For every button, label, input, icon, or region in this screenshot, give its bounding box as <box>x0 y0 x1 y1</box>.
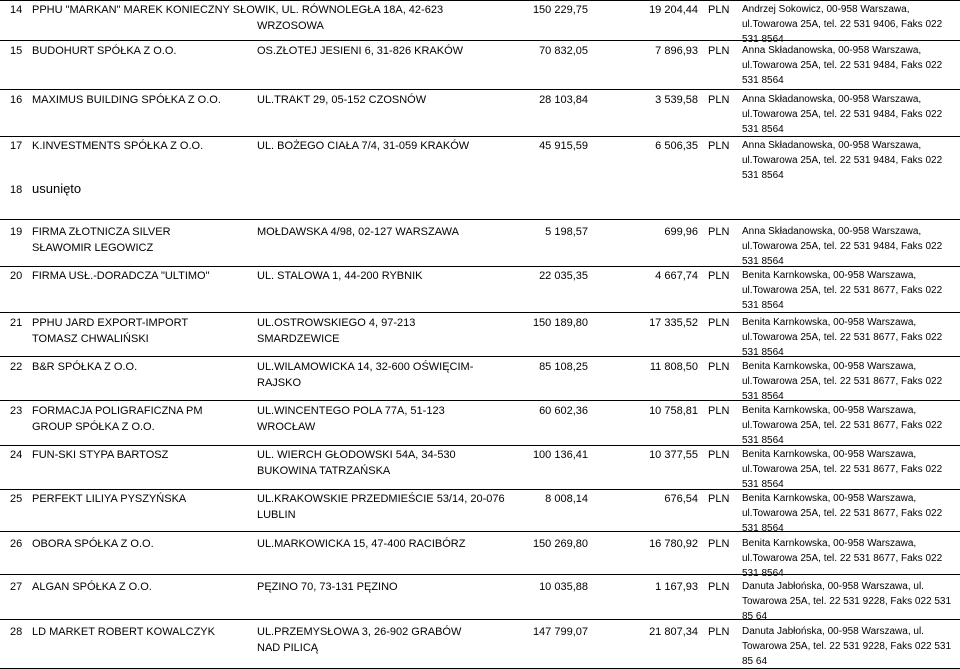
row-company-name: PERFEKT LILIYA PYSZYŃSKA <box>32 493 187 505</box>
row-address: UL. BOŻEGO CIAŁA 7/4, 31-059 KRAKÓW <box>257 140 470 152</box>
row-agent-contact: Benita Karnkowska, 00-958 Warszawa, ul.Towarowa 25A, tel. 22 531 8677, Faks 022 531 8564 <box>742 493 943 534</box>
row-agent-contact: Danuta Jabłońska, 00-958 Warszawa, ul. Towarowa 25A, tel. 22 531 9228, Faks 022 531 85 64 <box>742 581 952 622</box>
row-amount-total: 70 832,05 <box>539 45 588 57</box>
row-address: UL. WIERCH GŁODOWSKI 54A, 34-530 BUKOWINA TATRZAŃSKA <box>257 449 456 477</box>
row-amount-interest: 7 896,93 <box>655 45 698 57</box>
row-amount-total: 28 103,84 <box>539 94 588 106</box>
row-amount-interest: 21 807,34 <box>649 626 698 638</box>
table-row <box>0 359 960 400</box>
row-divider <box>0 219 960 220</box>
row-currency: PLN <box>708 581 730 593</box>
row-number: 26 <box>10 538 23 550</box>
row-address: UL.WINCENTEGO POLA 77A, 51-123 WROCŁAW <box>257 405 445 433</box>
row-amount-interest: 10 377,55 <box>649 449 698 461</box>
row-currency: PLN <box>708 4 730 16</box>
table-row <box>0 92 960 136</box>
row-address: UL.PRZEMYSŁOWA 3, 26-902 GRABÓW NAD PILICĄ <box>257 626 462 654</box>
row-address: UL.KRAKOWSKIE PRZEDMIEŚCIE 53/14, 20-076 LUBLIN <box>257 493 505 521</box>
row-agent-contact: Benita Karnkowska, 00-958 Warszawa, ul.Towarowa 25A, tel. 22 531 8677, Faks 022 531 8564 <box>742 317 943 358</box>
row-address: OS.ZŁOTEJ JESIENI 6, 31-826 KRAKÓW <box>257 45 464 57</box>
row-amount-interest: 1 167,93 <box>655 581 698 593</box>
row-amount-total: 45 915,59 <box>539 140 588 152</box>
table-row <box>0 138 960 181</box>
row-number: 18 <box>10 184 23 196</box>
row-amount-total: 10 035,88 <box>539 581 588 593</box>
row-company-name: K.INVESTMENTS SPÓŁKA Z O.O. <box>32 140 204 152</box>
table-row <box>0 403 960 445</box>
row-agent-contact: Anna Składanowska, 00-958 Warszawa, ul.Towarowa 25A, tel. 22 531 9484, Faks 022 531 8564 <box>742 94 943 135</box>
row-number: 20 <box>10 270 23 282</box>
row-company-name: B&R SPÓŁKA Z O.O. <box>32 361 138 373</box>
row-agent-contact: Benita Karnkowska, 00-958 Warszawa, ul.Towarowa 25A, tel. 22 531 8677, Faks 022 531 8564 <box>742 449 943 490</box>
table-row <box>0 579 960 622</box>
row-currency: PLN <box>708 226 730 238</box>
row-address: UL.WILAMOWICKA 14, 32-600 OŚWIĘCIM-RAJSKO <box>257 361 474 389</box>
row-currency: PLN <box>708 626 730 638</box>
row-address: UL. STALOWA 1, 44-200 RYBNIK <box>257 270 423 282</box>
row-currency: PLN <box>708 405 730 417</box>
row-amount-interest: 4 667,74 <box>655 270 698 282</box>
row-number: 25 <box>10 493 23 505</box>
row-agent-contact: Danuta Jabłońska, 00-958 Warszawa, ul. Towarowa 25A, tel. 22 531 9228, Faks 022 531 85 64 <box>742 626 952 667</box>
row-amount-interest: 11 808,50 <box>649 361 698 373</box>
table-row <box>0 268 960 312</box>
row-number: 21 <box>10 317 23 329</box>
row-amount-total: 100 136,41 <box>532 449 588 461</box>
table-row <box>0 447 960 489</box>
row-number: 14 <box>10 4 23 16</box>
row-agent-contact: Benita Karnkowska, 00-958 Warszawa, ul.Towarowa 25A, tel. 22 531 8677, Faks 022 531 8564 <box>742 270 943 311</box>
table-row <box>0 180 960 216</box>
table-row <box>0 2 960 45</box>
row-amount-total: 150 189,80 <box>532 317 588 329</box>
row-amount-interest: 10 758,81 <box>649 405 698 417</box>
row-company-name: FIRMA ZŁOTNICZA SILVER SŁAWOMIR LEGOWICZ <box>32 226 171 254</box>
row-amount-interest: 17 335,52 <box>649 317 698 329</box>
row-company-name: BUDOHURT SPÓŁKA Z O.O. <box>32 45 177 57</box>
row-company-name: PPHU JARD EXPORT-IMPORT TOMASZ CHWALIŃSKI <box>32 317 188 345</box>
row-number: 23 <box>10 405 23 417</box>
table-row <box>0 624 960 668</box>
row-amount-total: 5 198,57 <box>545 226 588 238</box>
row-divider <box>0 0 960 1</box>
row-agent-contact: Anna Składanowska, 00-958 Warszawa, ul.Towarowa 25A, tel. 22 531 9484, Faks 022 531 8564 <box>742 45 943 86</box>
row-amount-interest: 699,96 <box>664 226 698 238</box>
row-currency: PLN <box>708 449 730 461</box>
row-agent-contact: Anna Składanowska, 00-958 Warszawa, ul.Towarowa 25A, tel. 22 531 9484, Faks 022 531 8564 <box>742 226 943 267</box>
row-agent-contact: Anna Składanowska, 00-958 Warszawa, ul.Towarowa 25A, tel. 22 531 9484, Faks 022 531 8564 <box>742 140 943 181</box>
row-amount-interest: 16 780,92 <box>649 538 698 550</box>
row-amount-total: 147 799,07 <box>532 626 588 638</box>
row-number: 19 <box>10 226 23 238</box>
row-company-name: FUN-SKI STYPA BARTOSZ <box>32 449 169 461</box>
row-currency: PLN <box>708 270 730 282</box>
row-number: 16 <box>10 94 23 106</box>
row-amount-total: 150 269,80 <box>532 538 588 550</box>
row-address: UL.OSTROWSKIEGO 4, 97-213 SMARDZEWICE <box>257 317 416 345</box>
row-company-name: usunięto <box>32 181 82 196</box>
row-address: PĘZINO 70, 73-131 PĘZINO <box>257 581 398 593</box>
row-divider <box>0 89 960 90</box>
row-amount-total: 8 008,14 <box>545 493 588 505</box>
row-company-name: PPHU "MARKAN" MAREK KONIECZNY SŁOWIK, UL. RÓWNOLEGŁA 18A, 42-623 <box>32 4 444 16</box>
row-amount-interest: 676,54 <box>664 493 698 505</box>
row-company-name: LD MARKET ROBERT KOWALCZYK <box>32 626 215 638</box>
row-company-name: ALGAN SPÓŁKA Z O.O. <box>32 581 152 593</box>
row-amount-interest: 3 539,58 <box>655 94 698 106</box>
row-currency: PLN <box>708 317 730 329</box>
row-currency: PLN <box>708 45 730 57</box>
row-address: WRZOSOWA <box>257 20 324 32</box>
table-row <box>0 491 960 534</box>
row-number: 17 <box>10 140 23 152</box>
table-row <box>0 536 960 579</box>
row-currency: PLN <box>708 140 730 152</box>
row-amount-total: 85 108,25 <box>539 361 588 373</box>
table-row <box>0 43 960 89</box>
row-amount-total: 60 602,36 <box>539 405 588 417</box>
row-currency: PLN <box>708 361 730 373</box>
row-currency: PLN <box>708 94 730 106</box>
row-company-name: OBORA SPÓŁKA Z O.O. <box>32 538 154 550</box>
row-company-name: FIRMA USŁ.-DORADCZA "ULTIMO" <box>32 270 210 282</box>
row-number: 27 <box>10 581 23 593</box>
row-number: 28 <box>10 626 23 638</box>
row-number: 22 <box>10 361 23 373</box>
table-row <box>0 224 960 266</box>
row-company-name: MAXIMUS BUILDING SPÓŁKA Z O.O. <box>32 94 221 106</box>
row-address: UL.TRAKT 29, 05-152 CZOSNÓW <box>257 94 427 106</box>
table-row <box>0 315 960 356</box>
row-amount-interest: 6 506,35 <box>655 140 698 152</box>
row-number: 15 <box>10 45 23 57</box>
row-address: MOŁDAWSKA 4/98, 02-127 WARSZAWA <box>257 226 459 238</box>
row-currency: PLN <box>708 493 730 505</box>
row-agent-contact: Benita Karnkowska, 00-958 Warszawa, ul.Towarowa 25A, tel. 22 531 8677, Faks 022 531 8564 <box>742 405 943 446</box>
row-address: UL.MARKOWICKA 15, 47-400 RACIBÓRZ <box>257 538 466 550</box>
row-amount-total: 150 229,75 <box>532 4 588 16</box>
row-number: 24 <box>10 449 23 461</box>
row-amount-interest: 19 204,44 <box>649 4 698 16</box>
row-agent-contact: Andrzej Sokowicz, 00-958 Warszawa, ul.Towarowa 25A, tel. 22 531 9406, Faks 022 531 8564 <box>742 4 943 45</box>
row-company-name: FORMACJA POLIGRAFICZNA PM GROUP SPÓŁKA Z O.O. <box>32 405 203 433</box>
row-currency: PLN <box>708 538 730 550</box>
row-agent-contact: Benita Karnkowska, 00-958 Warszawa, ul.Towarowa 25A, tel. 22 531 8677, Faks 022 531 8564 <box>742 361 943 402</box>
row-agent-contact: Benita Karnkowska, 00-958 Warszawa, ul.Towarowa 25A, tel. 22 531 8677, Faks 022 531 8564 <box>742 538 943 579</box>
row-amount-total: 22 035,35 <box>539 270 588 282</box>
